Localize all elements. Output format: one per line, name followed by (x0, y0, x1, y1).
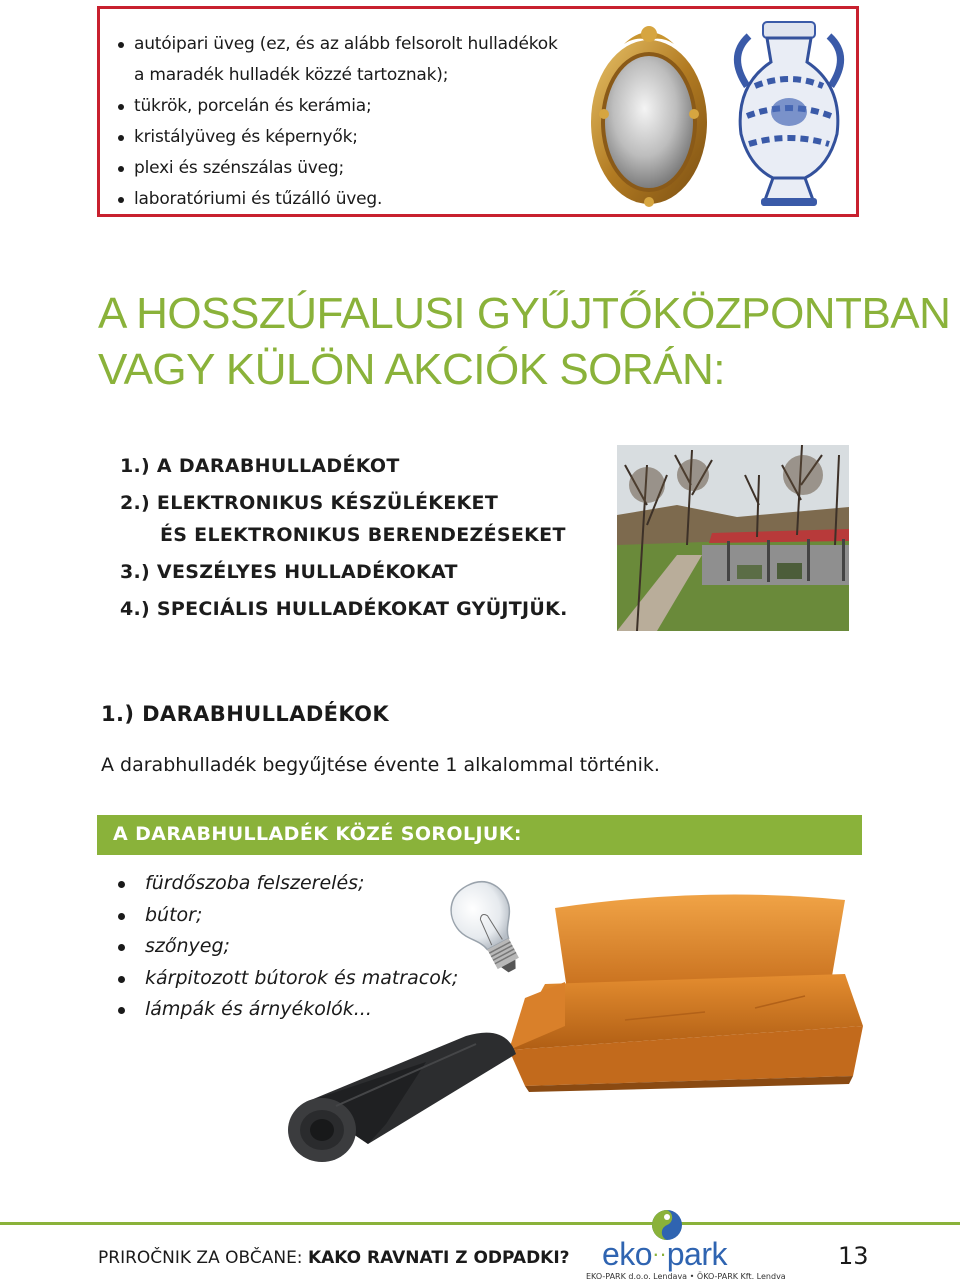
logo-dots: ·· (652, 1241, 667, 1266)
heading-line: A HOSSZÚFALUSI GYŰJTŐKÖZPONTBAN (98, 289, 951, 338)
footer-divider (0, 1222, 960, 1225)
footer-title-bold: KAKO RAVNATI Z ODPADKI? (307, 1248, 570, 1268)
bulk-waste-list (117, 868, 477, 1026)
heading-line: VAGY KÜLÖN AKCIÓK SORÁN: (98, 345, 726, 394)
eko-park-logo (602, 1236, 727, 1273)
carpet-roll-image (276, 1024, 520, 1166)
collection-item: 3.) VESZÉLYES HULLADÉKOKAT (120, 561, 458, 583)
list-item: plexi és szénszálas üveg; (116, 153, 596, 184)
logo-word-park: park (666, 1236, 727, 1272)
collection-item-continuation: ÉS ELEKTRONIKUS BERENDEZÉSEKET (160, 524, 566, 546)
collection-item: 4.) SPECIÁLIS HULLADÉKOKAT GYÜJTJÜK. (120, 598, 568, 620)
collection-center-heading (98, 286, 951, 398)
collection-item: 2.) ELEKTRONIKUS KÉSZÜLÉKEKET (120, 492, 499, 514)
list-item: kristályüveg és képernyők; (116, 122, 596, 153)
vase-image (725, 16, 853, 212)
list-item: szőnyeg; (117, 931, 477, 963)
category-bar (97, 815, 862, 855)
list-item: tükrök, porcelán és kerámia; (116, 91, 596, 122)
list-item: kárpitozott bútorok és matracok; (117, 963, 477, 995)
sofa-image (505, 886, 867, 1094)
glass-list (116, 29, 596, 215)
list-item: fürdőszoba felszerelés; (117, 868, 477, 900)
list-item-continuation: a maradék hulladék közzé tartoznak); (134, 65, 449, 85)
mirror-image (584, 22, 714, 208)
section-title: 1.) DARABHULLADÉKOK (101, 702, 390, 726)
collection-site-photo (617, 445, 849, 631)
page-number: 13 (838, 1242, 869, 1270)
list-item: autóipari üveg (ez, és az alább felsorolt hulladékok (116, 29, 596, 60)
collection-list (120, 448, 610, 628)
footer-title (98, 1248, 570, 1268)
section-description: A darabhulladék begyűjtése évente 1 alkalommal történik. (101, 754, 660, 776)
logo-subtitle: EKO-PARK d.o.o. Lendava • ÖKO-PARK Kft. Lendva (586, 1272, 786, 1281)
collection-item: 1.) A DARABHULLADÉKOT (120, 455, 400, 477)
logo-word-eko: eko (602, 1236, 653, 1272)
list-item: lámpák és árnyékolók... (117, 994, 477, 1026)
list-item: bútor; (117, 900, 477, 932)
list-item: laboratóriumi és tűzálló üveg. (116, 184, 596, 215)
category-bar-title: A DARABHULLADÉK KÖZÉ SOROLJUK: (113, 823, 522, 845)
footer-title-plain: PRIROČNIK ZA OBČANE: (98, 1248, 308, 1268)
